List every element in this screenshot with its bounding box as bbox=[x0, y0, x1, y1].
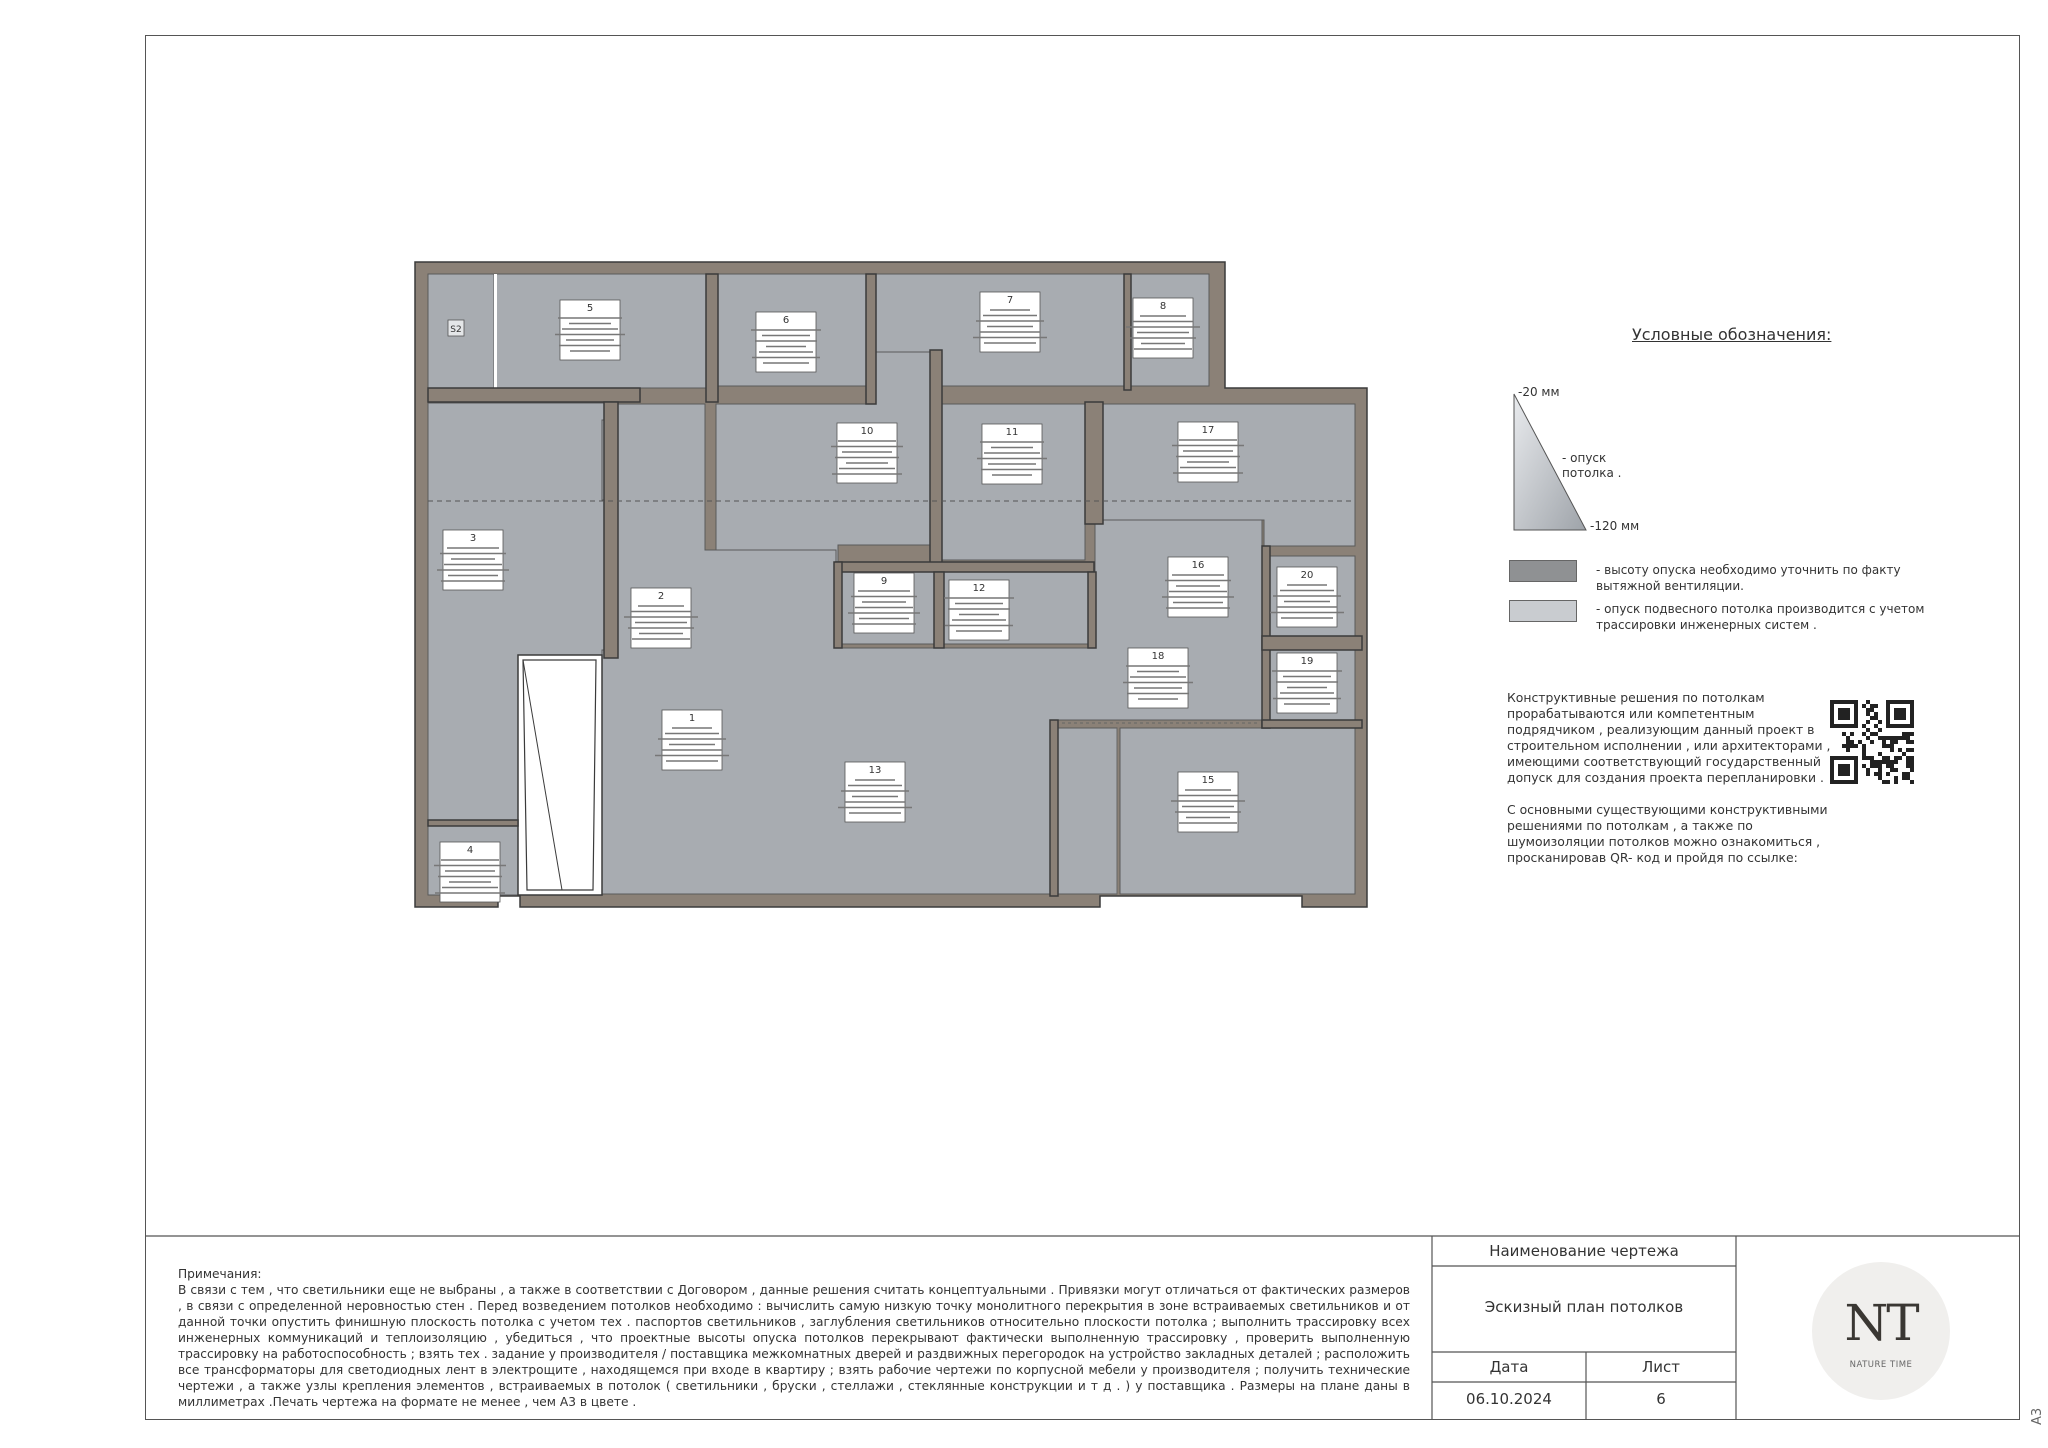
info-line: просканировав QR- код и пройдя по ссылке: bbox=[1507, 850, 1798, 865]
sheet-label: Лист bbox=[1641, 1358, 1680, 1376]
logo-subtitle: NATURE TIME bbox=[1849, 1360, 1913, 1370]
room-number: 11 bbox=[1005, 427, 1019, 438]
company-logo bbox=[1812, 1262, 1950, 1400]
drawing-name: Эскизный план потолков bbox=[1484, 1298, 1684, 1316]
date-label: Дата bbox=[1489, 1358, 1529, 1376]
logo-mark: NT bbox=[1844, 1294, 1918, 1352]
wedge-top-label: -20 мм bbox=[1518, 385, 1560, 399]
wedge-caption-2: потолка . bbox=[1562, 466, 1622, 480]
room-number: 16 bbox=[1191, 560, 1205, 571]
info-line: подрядчиком , реализующим данный проект в bbox=[1507, 722, 1815, 737]
info-line: шумоизоляции потолков можно ознакомиться , bbox=[1507, 834, 1821, 849]
sheet-value: 6 bbox=[1656, 1390, 1666, 1408]
room-number: 6 bbox=[782, 315, 790, 326]
info-line: Конструктивные решения по потолкам bbox=[1507, 690, 1765, 705]
room-number: 20 bbox=[1300, 570, 1314, 581]
format-label: А3 bbox=[2030, 1407, 2045, 1425]
room-number: 19 bbox=[1300, 656, 1314, 667]
date-value: 06.10.2024 bbox=[1466, 1390, 1552, 1408]
dark-swatch-line1: - высоту опуска необходимо уточнить по факту bbox=[1596, 563, 1901, 577]
info-line: решениями по потолкам , а также по bbox=[1507, 818, 1753, 833]
room-number: 10 bbox=[860, 426, 874, 437]
room-number: 3 bbox=[469, 533, 477, 544]
light-swatch-line2: трассировки инженерных систем . bbox=[1596, 618, 1817, 632]
legend-title: Условные обозначения: bbox=[1632, 325, 1832, 344]
light-swatch-line1: - опуск подвесного потолка производится с учетом bbox=[1596, 602, 1925, 616]
room-number: 4 bbox=[466, 845, 474, 856]
info-line: прорабатываются или компетентным bbox=[1507, 706, 1755, 721]
room-number: 9 bbox=[880, 576, 888, 587]
notes-block bbox=[178, 1266, 1410, 1410]
info-line: С основными существующими конструктивными bbox=[1507, 802, 1828, 817]
room-number: 8 bbox=[1159, 301, 1167, 312]
room-number: 12 bbox=[972, 583, 986, 594]
drawing-name-header: Наименование чертежа bbox=[1489, 1242, 1679, 1260]
info-line: имеющими соответствующий государственный bbox=[1507, 754, 1821, 769]
column-tag-text: S2 bbox=[450, 325, 462, 335]
info-line: строительном исполнении , или архитекторами , bbox=[1507, 738, 1831, 753]
room-number: 15 bbox=[1201, 775, 1215, 786]
room-number: 13 bbox=[868, 765, 882, 776]
room-number: 1 bbox=[688, 713, 696, 724]
wedge-bottom-label: -120 мм bbox=[1590, 519, 1640, 533]
room-number: 2 bbox=[657, 591, 665, 602]
room-number: 7 bbox=[1006, 295, 1014, 306]
notes-heading: Примечания: bbox=[178, 1267, 262, 1281]
wedge-caption-1: - опуск bbox=[1562, 451, 1607, 465]
info-line: допуск для создания проекта перепланировки . bbox=[1507, 770, 1824, 785]
notes-text: В связи с тем , что светильники еще не выбраны , а также в соответствии с Договором , данные решения считать концептуальными . Привязки могут отличаться от фактических размеров , в связи с определенной неровностью стен . Перед возведением потолков необходимо : вычислить самую низкую точку монолитного перекрытия в зоне встраиваемых светильников и от данной точки опустить финишную плоскость потолка с учетом тех . паспортов светильников , заглубления светильников относительно плоскости потолка ; выполнить трассировку всех инженерных коммуникаций и теплоизоляцию , убедиться , что проектные высоты опуска потолков перекрывают фактически выполненную трассировку , проверить выполненную трассировку на работоспособность ; взять тех . задание у производителя / поставщика межкомнатных дверей и раздвижных перегородок на устройство закладных деталей ; расположить все трансформаторы для светодиодных лент в электрощите , находящемся при входе в квартиру ; взять рабочие чертежи по корпусной мебели у производителя ; получить технические чертежи , а также узлы крепления элементов , встраиваемых в потолок ( светильники , бруски , стеллажи , стеклянные конструкции и т д . ) у поставщика . Размеры на плане даны в миллиметрах .Печать чертежа на формате не менее , чем А3 в цвете . bbox=[178, 1283, 1410, 1409]
room-number: 18 bbox=[1151, 651, 1165, 662]
room-number: 17 bbox=[1201, 425, 1215, 436]
room-number: 5 bbox=[586, 303, 594, 314]
dark-swatch-line2: вытяжной вентиляции. bbox=[1596, 579, 1744, 593]
